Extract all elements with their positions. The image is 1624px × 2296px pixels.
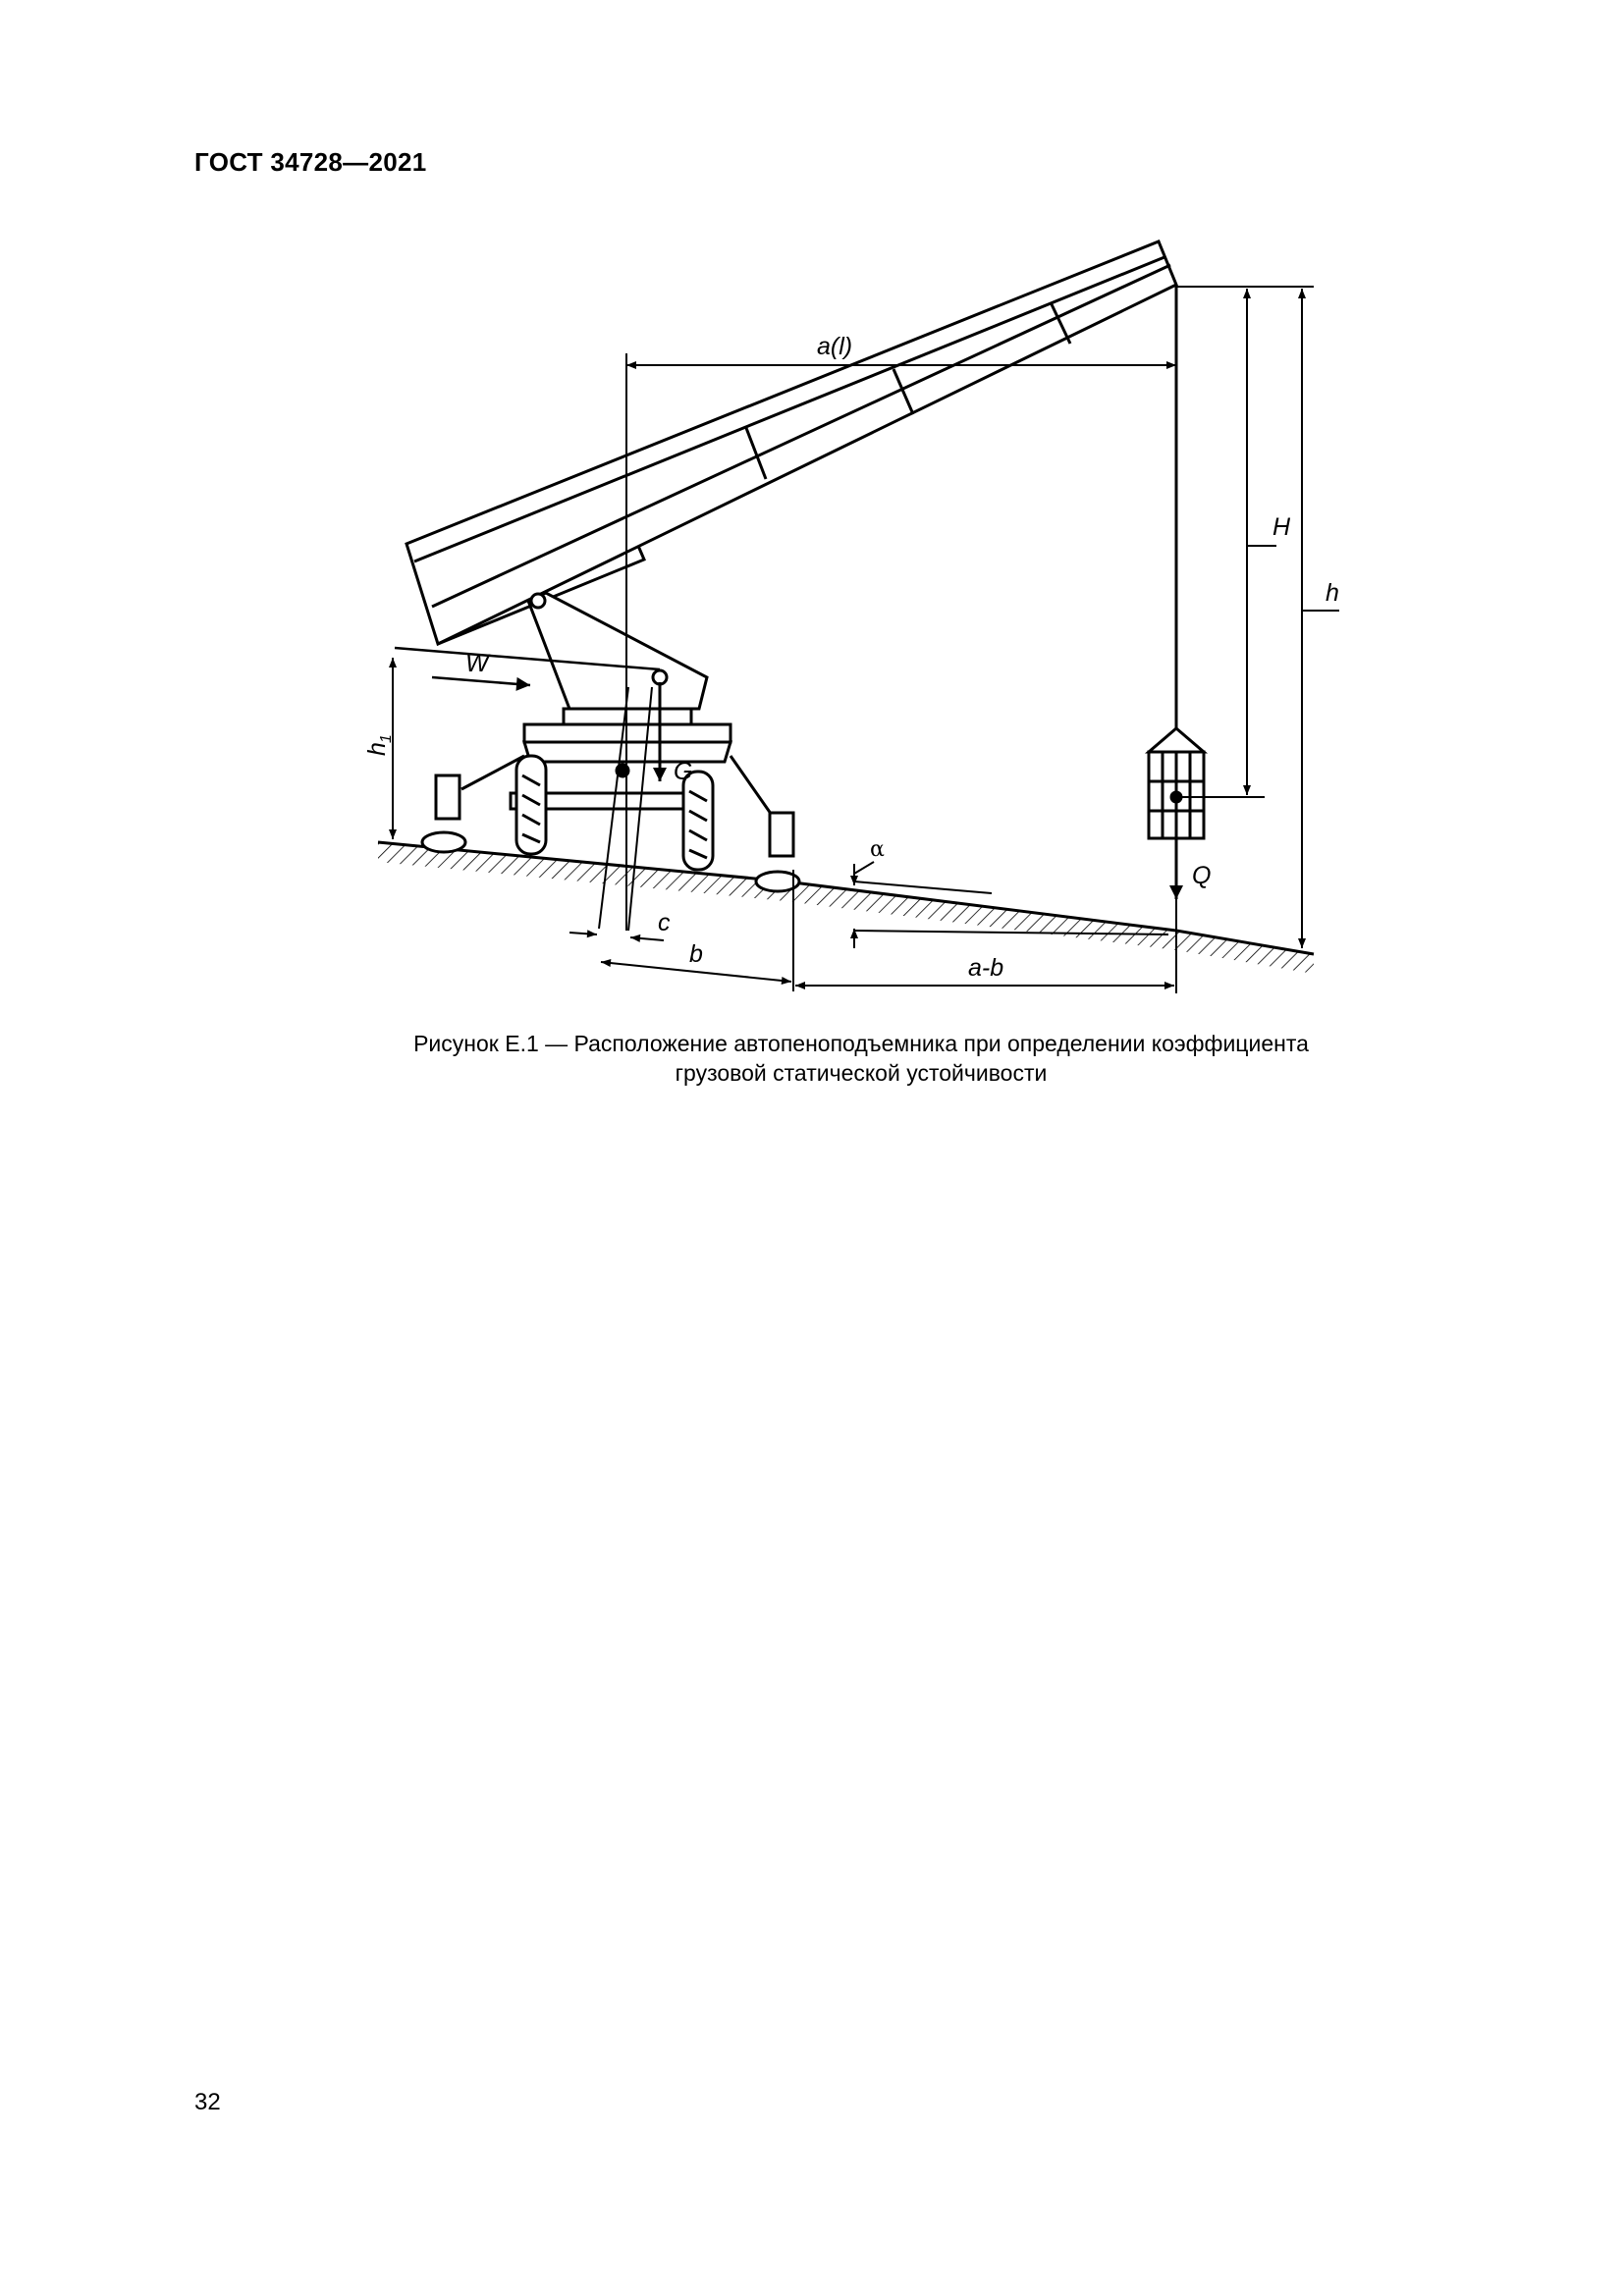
label-G: G [674,758,693,785]
boom-support [528,593,707,709]
label-a-minus-b: a-b [968,954,1004,982]
label-h1 [363,734,395,756]
dimension-c [569,933,664,940]
caption-line-1: Рисунок Е.1 — Расположение автопеноподъемника при определении коэффициента [413,1031,1309,1056]
boom [406,241,1176,644]
label-b: b [689,940,703,968]
label-W: W [465,650,489,677]
dimension-h [1302,289,1339,948]
label-h: h [1326,579,1339,607]
document-header: ГОСТ 34728—2021 [194,147,427,177]
ground [378,842,1314,974]
caption-line-2: грузовой статической устойчивости [675,1060,1048,1086]
dimension-H [1176,287,1314,797]
label-a-l: a(l) [817,333,853,360]
stability-diagram [0,0,1624,1080]
label-h1-main: h [363,742,391,756]
load [1149,285,1204,899]
label-alpha: α [870,837,885,862]
label-c: c [658,909,671,936]
label-Q: Q [1192,862,1212,889]
page-number: 32 [194,2089,221,2115]
label-H: H [1272,513,1291,541]
figure-caption [295,1029,1428,1088]
label-h1-sub: 1 [378,734,395,743]
